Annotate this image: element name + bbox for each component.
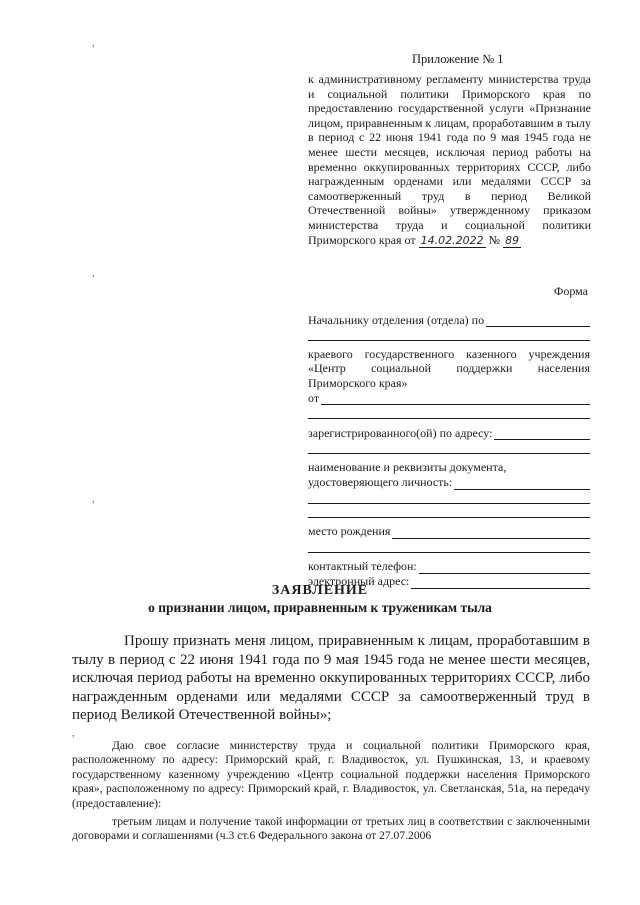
from-row (308, 390, 590, 405)
phone-row (308, 559, 590, 574)
scan-mark: , (92, 494, 95, 505)
birthplace-label: место рождения (308, 524, 391, 539)
application-title: ЗАЯВЛЕНИЕ (271, 583, 369, 598)
third-party-paragraph: третьим лицам и получение такой информации от третьих лиц в соответствии с заключенными договорами и соглашениями (ч.3 ст.6 Федерального закона от 27.07.2006 (72, 815, 590, 843)
applicant-name-field-line[interactable] (308, 405, 590, 419)
address-field-line[interactable] (308, 440, 590, 454)
addressee-block (308, 312, 590, 589)
registered-row (308, 425, 590, 440)
birthplace-field[interactable] (392, 527, 590, 539)
approval-number: 89 (505, 233, 520, 247)
id-doc-label-2: удостоверяющего личность: (308, 475, 453, 490)
regulation-text: к административному регламенту министерства труда и социальной политики Приморского края по предоставлению государственной услуги «Признание лицом, приравненным к лицам, проработавшим в тылу в период с 22 июня 1941 года по 9 мая 1945 года не менее шести месяцев, исключая период работы на временно оккупированных территориях СССР, либо награжденным орденами или медалями СССР за самоотверженный труд в период Великой Отечественной войны» утвержденному приказом министерства труда и социальной политики (308, 72, 591, 232)
email-label: электронный адрес: (308, 574, 410, 589)
head-label: Начальнику отделения (отдела) по (308, 312, 485, 327)
id-document-field-line[interactable] (308, 504, 590, 518)
request-paragraph: Прошу признать меня лицом, приравненным к лицам, проработавшим в тылу в период с 22 июня 1941 года по 9 мая 1945 года не менее шести месяцев, исключая период работы на временно оккупированных территориях СССР, либо награжденным орденами или медалями СССР за самоотверженный труд в период Великой Отечественной войны»; (72, 633, 590, 723)
number-label: № (488, 232, 501, 247)
id-doc-row (308, 475, 590, 490)
address-field[interactable] (494, 428, 590, 440)
id-document-field-line[interactable] (308, 490, 590, 504)
registered-label: зарегистрированного(ой) по адресу: (308, 425, 493, 440)
scan-mark: , (92, 38, 95, 49)
birthplace-field-line[interactable] (308, 539, 590, 553)
id-document-field[interactable] (454, 478, 590, 490)
consent-paragraph: Даю свое согласие министерству труда и социальной политики Приморского края, расположенному по адресу: Приморский край, г. Владивосток, ул. Пушкинская, 13, и краевому государственному казенному учреждению «Центр социальной поддержки населения Приморского края», расположенному по адресу: Приморский край, г. Владивосток, ул. Светланская, 51а, на передачу (предоставление): (72, 739, 590, 810)
approved-by-prefix: Приморского края от (308, 232, 416, 247)
approval-date: 14.02.2022 (420, 233, 484, 247)
appendix-label: Приложение № 1 (412, 52, 504, 66)
application-subtitle: о признании лицом, приравненным к труженикам тыла (148, 600, 492, 615)
institution-name: краевого государственного казенного учреждения «Центр социальной поддержки населения Приморского края» (308, 347, 590, 390)
department-field[interactable] (486, 315, 590, 327)
head-row (308, 312, 590, 327)
from-label: от (308, 390, 320, 405)
scan-mark: , (72, 728, 75, 739)
phone-label: контактный телефон: (308, 559, 417, 574)
id-doc-label: наименование и реквизиты документа, (308, 460, 507, 475)
scan-mark: , (92, 268, 95, 279)
department-field-line[interactable] (308, 327, 590, 341)
regulation-reference (308, 72, 591, 248)
form-label: Форма (553, 284, 588, 298)
applicant-name-field[interactable] (321, 393, 590, 405)
birthplace-row (308, 524, 590, 539)
phone-field[interactable] (419, 562, 590, 574)
